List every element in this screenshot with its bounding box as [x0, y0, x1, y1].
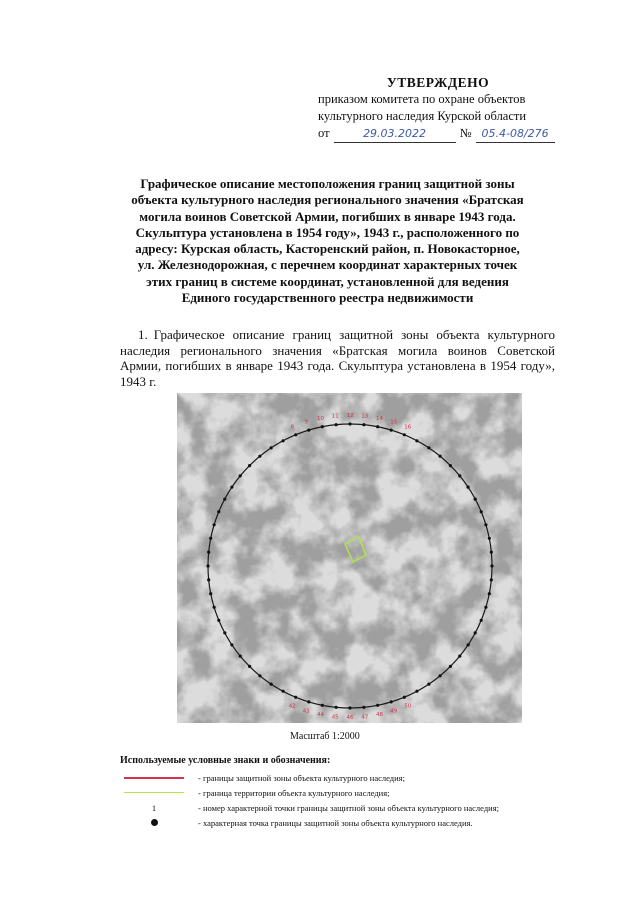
approval-block: [318, 74, 578, 143]
handwritten-date: 29.03.2022: [334, 125, 456, 143]
boundary-point: [427, 446, 430, 449]
boundary-point: [248, 665, 251, 668]
point-number-label: 11: [331, 413, 339, 420]
boundary-point: [223, 631, 226, 634]
legend-text: - номер характерной точки границы защитной зоны объекта культурного наследия;: [198, 802, 499, 813]
boundary-point: [449, 464, 452, 467]
point-number-label: 12: [346, 413, 354, 419]
point-number-label: 48: [376, 712, 383, 719]
point-number-label: 13: [361, 413, 369, 420]
boundary-point: [490, 551, 493, 554]
boundary-point: [474, 631, 477, 634]
boundary-point: [270, 446, 273, 449]
boundary-point: [390, 700, 393, 703]
boundary-point: [488, 537, 491, 540]
boundary-point: [217, 510, 220, 513]
point-number-label: 45: [331, 714, 339, 721]
boundary-point: [294, 696, 297, 699]
point-number-label: 15: [390, 419, 398, 426]
heading-line: этих границ в системе координат, установленной для ведения: [146, 273, 509, 289]
boundary-point: [403, 433, 406, 436]
boundary-point: [480, 619, 483, 622]
heading-line: ул. Железнодорожная, с перечнем координат характерных точек: [137, 257, 518, 273]
boundary-point: [239, 474, 242, 477]
boundary-point: [348, 706, 351, 709]
number-symbol: 1: [151, 802, 157, 813]
boundary-point: [376, 704, 379, 707]
legend-text: - характерная точка границы защитной зоны объекта культурного наследия.: [198, 817, 473, 828]
boundary-point: [217, 619, 220, 622]
heading-line: Единого государственного реестра недвижимости: [181, 290, 474, 306]
boundary-point: [490, 564, 493, 567]
approval-title: УТВЕРЖДЕНО: [386, 75, 490, 90]
number-prefix: №: [459, 126, 472, 140]
point-number-label: 44: [317, 712, 324, 719]
boundary-point: [282, 690, 285, 693]
heading-line: адресу: Курская область, Касторенский район, п. Новокасторное,: [135, 241, 520, 257]
red-line-symbol: [124, 777, 184, 779]
point-dot-symbol: [151, 819, 158, 826]
map-svg: [177, 393, 522, 723]
boundary-point: [335, 423, 338, 426]
point-number-label: 10: [317, 415, 324, 422]
heading-line: Скульптура установлена в 1954 году», 1943 г., расположенного по: [135, 224, 520, 240]
boundary-point: [362, 423, 365, 426]
point-number-label: 8: [290, 424, 294, 431]
boundary-point: [415, 690, 418, 693]
boundary-point: [467, 643, 470, 646]
point-number-label: 42: [288, 703, 296, 710]
boundary-point: [321, 704, 324, 707]
heading-line: Графическое описание местоположения границ защитной зоны: [140, 176, 515, 191]
aerial-photo-texture: [177, 393, 522, 723]
boundary-point: [270, 683, 273, 686]
green-line-symbol: [124, 792, 184, 793]
boundary-point: [209, 592, 212, 595]
boundary-point: [439, 674, 442, 677]
boundary-point: [213, 606, 216, 609]
boundary-point: [490, 578, 493, 581]
approval-date-row: [318, 125, 578, 143]
approval-line-2: культурного наследия Курской области: [318, 109, 527, 123]
boundary-point: [458, 655, 461, 658]
point-number-label: 14: [376, 415, 383, 422]
boundary-point: [258, 674, 261, 677]
boundary-point: [484, 523, 487, 526]
boundary-point: [248, 464, 251, 467]
boundary-point: [390, 429, 393, 432]
boundary-point: [207, 551, 210, 554]
legend-item: [120, 785, 550, 800]
legend-title: Используемые условные знаки и обозначения:: [120, 755, 331, 766]
point-number-label: 9: [304, 419, 308, 426]
boundary-point: [206, 564, 209, 567]
point-number-label: 50: [404, 703, 412, 710]
point-number-label: 49: [390, 708, 398, 715]
boundary-point: [321, 425, 324, 428]
legend-item: [120, 815, 550, 830]
legend-item: [120, 770, 550, 785]
boundary-point: [230, 643, 233, 646]
boundary-point: [282, 439, 285, 442]
boundary-point: [376, 425, 379, 428]
boundary-point: [484, 606, 487, 609]
boundary-point: [403, 696, 406, 699]
date-prefix: от: [318, 126, 330, 140]
boundary-point: [207, 578, 210, 581]
legend-item: [120, 800, 550, 815]
handwritten-number: 05.4-08/276: [476, 125, 555, 143]
point-number-label: 46: [346, 715, 354, 721]
approval-line-1: приказом комитета по охране объектов: [318, 92, 526, 106]
heading-line: могила воинов Советской Армии, погибших в январе 1943 года.: [139, 208, 516, 224]
point-number-label: 16: [404, 424, 412, 431]
boundary-point: [362, 706, 365, 709]
boundary-point: [488, 592, 491, 595]
boundary-point: [239, 655, 242, 658]
point-number-label: 47: [361, 714, 369, 721]
legend-text: - граница территории объекта культурного наследия;: [198, 787, 390, 798]
boundary-point: [474, 498, 477, 501]
boundary-map: [177, 393, 522, 723]
boundary-point: [415, 439, 418, 442]
point-number-label: 43: [302, 708, 310, 715]
boundary-point: [209, 537, 212, 540]
heading-line: объекта культурного наследия регионального значения «Братская: [131, 192, 524, 208]
boundary-point: [458, 474, 461, 477]
paragraph-number: 1.: [138, 327, 148, 342]
boundary-point: [467, 486, 470, 489]
boundary-point: [348, 422, 351, 425]
boundary-point: [427, 683, 430, 686]
paragraph-text: Графическое описание границ защитной зоны объекта культурного наследия регионального значения «Братская могила воинов Советской Армии, погибших в январе 1943 года. Скульптура установлена в 1954 году», 1943 г.: [120, 327, 555, 389]
document-heading: [105, 176, 550, 306]
boundary-point: [223, 498, 226, 501]
boundary-point: [439, 455, 442, 458]
map-scale: Масштаб 1:2000: [290, 731, 360, 742]
boundary-point: [230, 486, 233, 489]
paragraph-1: [120, 327, 555, 389]
boundary-point: [213, 523, 216, 526]
boundary-point: [294, 433, 297, 436]
legend: [120, 755, 550, 830]
boundary-point: [449, 665, 452, 668]
boundary-point: [335, 706, 338, 709]
boundary-point: [258, 455, 261, 458]
boundary-point: [307, 700, 310, 703]
boundary-point: [307, 429, 310, 432]
legend-text: - границы защитной зоны объекта культурного наследия;: [198, 772, 405, 783]
boundary-point: [480, 510, 483, 513]
